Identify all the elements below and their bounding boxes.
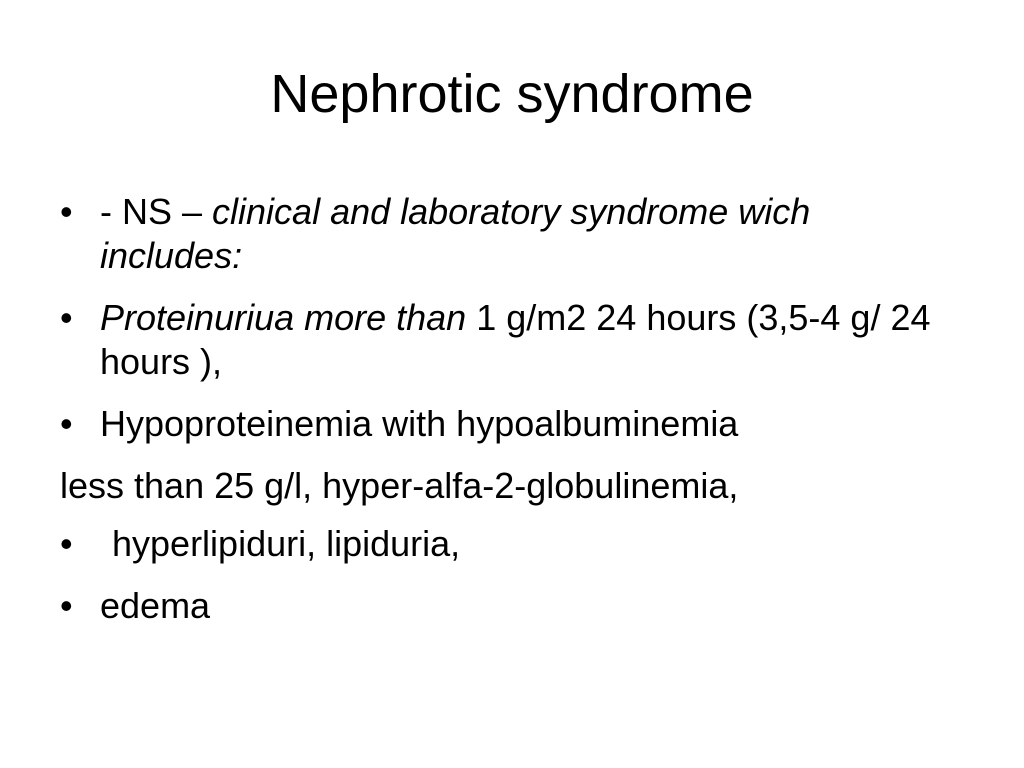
bullet-icon: • (60, 585, 73, 626)
bullet-icon: • (60, 297, 73, 338)
hyperlipiduria-text: hyperlipiduri, lipiduria, (112, 523, 461, 564)
list-item-hypoproteinemia (60, 402, 960, 446)
list-item-edema (60, 584, 960, 628)
list-continuation-line (60, 464, 960, 508)
proteinuria-value: 1 g/m2 24 hours (3,5-4 g/ 24 hours ), (100, 297, 931, 382)
list-item-hyperlipiduria (60, 522, 960, 566)
edema-text: edema (100, 585, 211, 626)
slide-title: Nephrotic syndrome (270, 64, 754, 124)
hypoalbuminemia-detail-text: less than 25 g/l, hyper-alfa-2-globulinemia, (60, 465, 739, 506)
proteinuria-label: Proteinuriua more than (100, 297, 467, 338)
list-item-proteinuria (60, 296, 960, 384)
bullet-icon: • (60, 403, 73, 444)
definition-text: clinical and laboratory syndrome wich includes: (100, 191, 811, 276)
bullet-list (60, 190, 960, 646)
bullet-icon: • (60, 523, 73, 564)
hypoproteinemia-text: Hypoproteinemia with hypoalbuminemia (100, 403, 739, 444)
list-item-definition (60, 190, 960, 278)
bullet-icon: • (60, 191, 73, 232)
definition-prefix: - NS – (100, 191, 213, 232)
